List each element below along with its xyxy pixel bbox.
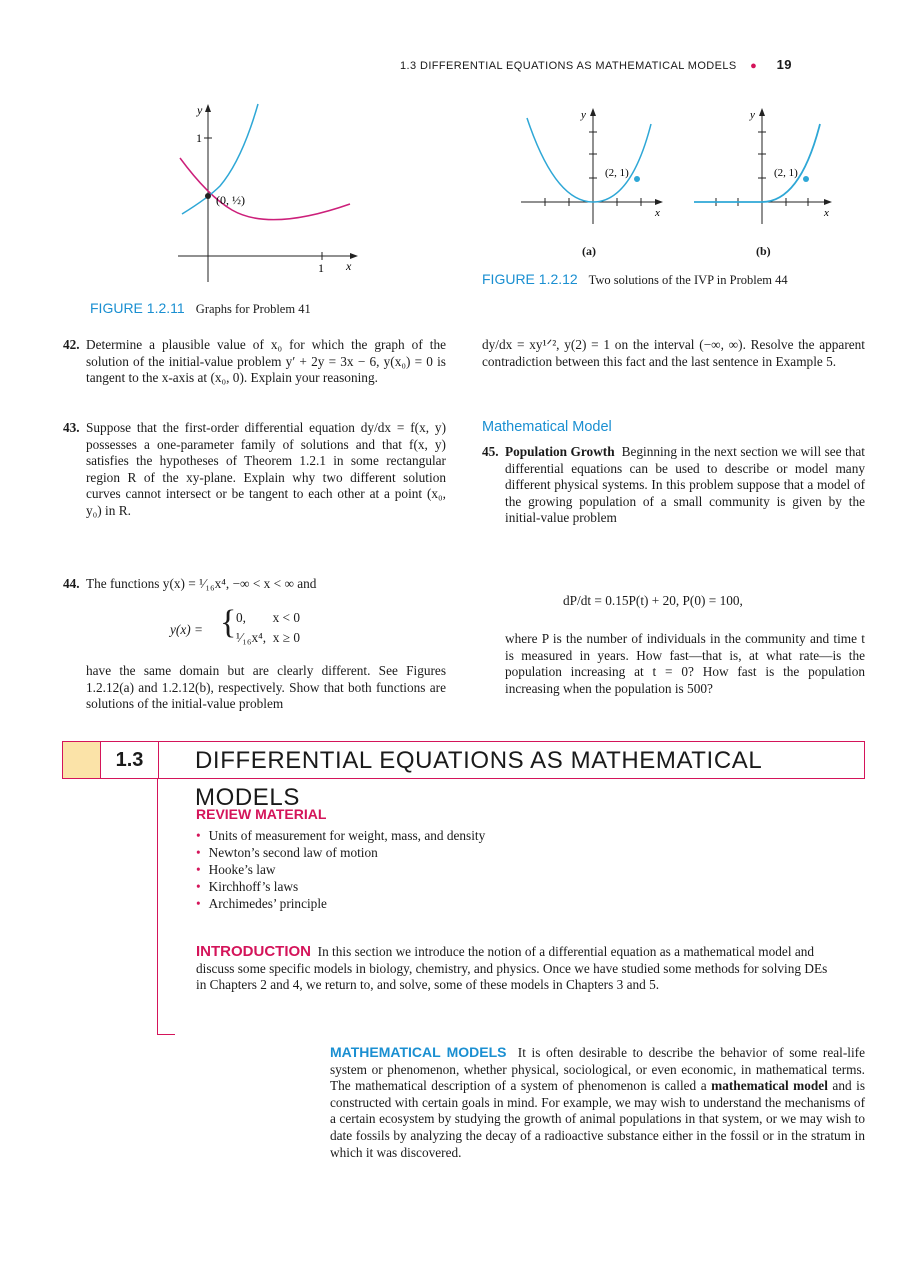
problem-45-text: Beginning in the next section we will see that differential equations can be used to describe or model many different physical systems. In this problem suppose that a model of the growing population of a small community is given by the initial-value problem [505,444,865,526]
section-number: 1.3 [101,742,159,778]
problem-number: 45. [482,444,499,459]
list-item: • Kirchhoff’s laws [196,878,796,895]
solution-curve [694,124,820,202]
x-axis-label: x [824,207,829,219]
magenta-curve [180,158,350,220]
problem-44-body: have the same domain but are clearly different. See Figures 1.2.12(a) and 1.2.12(b), respectively. Show that both functions are solutions of the initial-value problem [86,663,446,712]
x-axis-label: x [655,207,660,219]
x-axis-arrow-icon [824,199,832,205]
point-label: (2, 1) [605,167,629,179]
subfigure-b-label: (b) [756,244,771,258]
problem-45-content [505,444,865,527]
x-tick-label: 1 [318,261,324,275]
header-title: DIFFERENTIAL EQUATIONS AS MATHEMATICAL MODELS [419,60,737,72]
review-material-heading: REVIEW MATERIAL [196,806,327,822]
problem-43 [63,420,446,520]
section-rule-horizontal [157,1034,175,1035]
problem-number: 43. [63,420,80,435]
problem-44-continued: dy/dx = xy¹ᐟ², y(2) = 1 on the interval (−∞, ∞). Resolve the apparent contradiction between this fact and the last sentence in Example 5. [482,337,865,369]
models-bold-term: mathematical model [711,1078,828,1094]
mathematical-models-heading: MATHEMATICAL MODELS [330,1044,507,1060]
population-equation: dP/dt = 0.15P(t) + 20, P(0) = 100, [563,593,743,608]
caption-label: FIGURE 1.2.12 [482,271,578,287]
problem-text: Suppose that the first-order differential equation dy/dx = f(x, y) possesses a one-parameter family of solutions and that f(x, y) satisfies the hypotheses of Theorem 1.2.1 in some rectangular region R of the xy-plane. Explain why two different solution curves cannot intersect or be tangent to each other at a point (x₀, y₀) in R. [86,420,446,518]
piece-1: 0, x < 0 [236,610,301,625]
mathematical-model-heading: Mathematical Model [482,419,612,435]
list-item: • Archimedes’ principle [196,895,796,912]
section-title: DIFFERENTIAL EQUATIONS AS MATHEMATICAL MODELS [195,747,762,811]
problem-number: 44. [63,576,80,591]
header-section-number: 1.3 [400,60,417,72]
running-header [400,57,840,72]
mathematical-models-paragraph [330,1044,865,1161]
y-axis-label: y [750,109,755,121]
introduction-text: In this section we introduce the notion of a differential equation as a mathematical model and discuss some specific models in biology, chemistry, and physics. Once we have studied some methods for solving DEs in Chapters 2 and 4, we return to, and solve, some of these models in Chapters 3 and 5. [196,944,828,993]
problem-text: Determine a plausible value of x₀ for which the graph of the solution of the initial-value problem y′ + 2y = 3x − 6, y(x₀) = 0 is tangent to the x-axis at (x₀, 0). Explain your reasoning. [86,337,446,386]
problem-intro: The functions y(x) = ¹⁄₁₆x⁴, −∞ < x < ∞ and [86,576,317,591]
y-axis-label: y [197,103,203,117]
problem-45-title: Population Growth [505,444,615,459]
figure-1-2-12-caption [482,271,788,288]
figure-1-2-12-a [515,104,680,232]
figure-1-2-11 [170,100,370,286]
subfigure-a-label: (a) [582,244,596,258]
models-text-1: It is often desirable to describe the behavior of some real-life system or phenomenon, whether physical, sociological, or even economic, in mathematical terms. The mathematical description of a system of phenomenon is called a [330,1045,865,1094]
problem-45-after: where P is the number of individuals in the community and time t is measured in years. How fast—that is, at what rate—is the population increasing at t = 0? How fast is the population increasing when the population is 500? [505,631,865,696]
piecewise-lhs: y(x) = [170,622,203,637]
figure-1-2-11-caption [90,300,311,317]
problem-number: 42. [63,337,80,352]
introduction [196,944,836,994]
problem-44 [63,576,446,593]
caption-text: Graphs for Problem 41 [195,302,311,316]
introduction-heading: INTRODUCTION [196,943,311,960]
solution-curve [527,118,651,202]
list-item: • Hooke’s law [196,861,796,878]
caption-label: FIGURE 1.2.11 [90,300,185,316]
ic-point [803,176,809,182]
bullet-dot-icon: ● [750,60,758,72]
figure-1-2-12-b [690,104,850,232]
intersection-point [205,193,211,199]
section-rule-vertical [157,778,158,1035]
y-axis-label: y [581,109,586,121]
section-banner [62,741,865,811]
page-number: 19 [776,57,792,72]
caption-text: Two solutions of the IVP in Problem 44 [588,273,788,287]
models-text-2: and is constructed with certain goals in mind. For example, we may wish to understand the mechanisms of a certain ecosystem by studying the growth of animal populations in that system, or we may wish to date fossils by analyzing the decay of a radioactive substance either in the fossil or in the stratum in which it was discovered. [330,1078,865,1160]
brace-icon: { [220,604,237,641]
problem-42 [63,337,446,387]
problem-45 [482,444,865,527]
y-axis-arrow-icon [590,108,596,116]
section-tab [63,742,101,778]
x-axis-arrow-icon [655,199,663,205]
review-list [196,827,796,912]
piece-2: ¹⁄₁₆x⁴, x ≥ 0 [236,630,300,645]
list-item: • Units of measurement for weight, mass, and density [196,827,796,844]
point-label: (2, 1) [774,167,798,179]
list-item: • Newton’s second law of motion [196,844,796,861]
y-axis-arrow-icon [205,104,211,112]
point-label: (0, ½) [216,193,245,207]
ic-point [634,176,640,182]
x-axis-label: x [346,259,352,273]
y-axis-arrow-icon [759,108,765,116]
y-tick-label: 1 [196,131,202,145]
